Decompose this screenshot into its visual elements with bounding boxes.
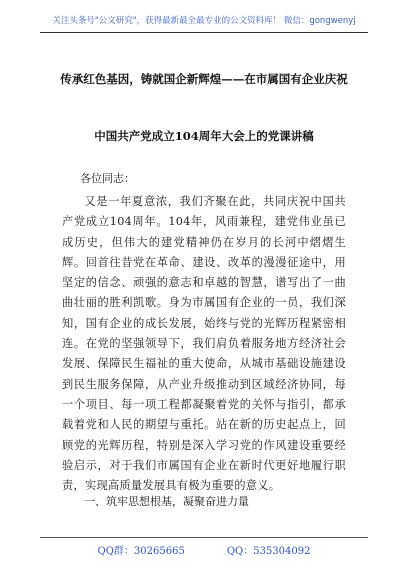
footer-qq-group: QQ群：30265665 bbox=[97, 546, 185, 557]
footer-divider bbox=[40, 537, 368, 538]
body-paragraph: 又是一年夏意浓，我们齐聚在此，共同庆祝中国共产党成立104周年。104年，风雨兼程，建党伟业虽已成历史，但伟大的建党精神仍在岁月的长河中熠熠生辉。回首往昔党在革命、建设、改革的漫漫征途中，用坚定的信念、顽强的意志和卓越的智慧，谱写出了一曲曲壮丽的胜利凯歌。身为市属国有企业的一员，我们深知，国有企业的成长发展，始终与党的光辉历程紧密相连。在党的坚强领导下，我们肩负着服务地方经济社会发展、保障民生福祉的重大使命，从城市基础设施建设到民生服务保障，从产业升级推动到区域经济协同，每一个项目、每一项工程都凝聚着党的关怀与指引，都承载着党和人民的期望与重托。站在新的历史起点上，回顾党的光辉历程，特别是深入学习党的作风建设重要经验启示，对于我们市属国有企业在新时代更好地履行职责，实现高质量发展具有极为重要的意义。 bbox=[62, 195, 346, 493]
section-heading: 一、筑牢思想根基，凝聚奋进力量 bbox=[84, 495, 249, 508]
header-divider bbox=[40, 32, 368, 33]
document-title-line2: 中国共产党成立104周年大会上的党课讲稿 bbox=[94, 129, 314, 143]
body-text bbox=[62, 192, 346, 496]
page-header-banner: 关注头条号"公文研究"，获得最新最全最专业的公文资料库！ 微信：gongwenyj bbox=[52, 16, 356, 26]
page-footer bbox=[0, 542, 408, 557]
document-title-line1: 传承红色基因，铸就国企新辉煌——在市属国有企业庆祝 bbox=[60, 72, 348, 86]
footer-qq-number: QQ：535304092 bbox=[226, 546, 311, 557]
salutation: 各位同志： bbox=[80, 172, 135, 185]
